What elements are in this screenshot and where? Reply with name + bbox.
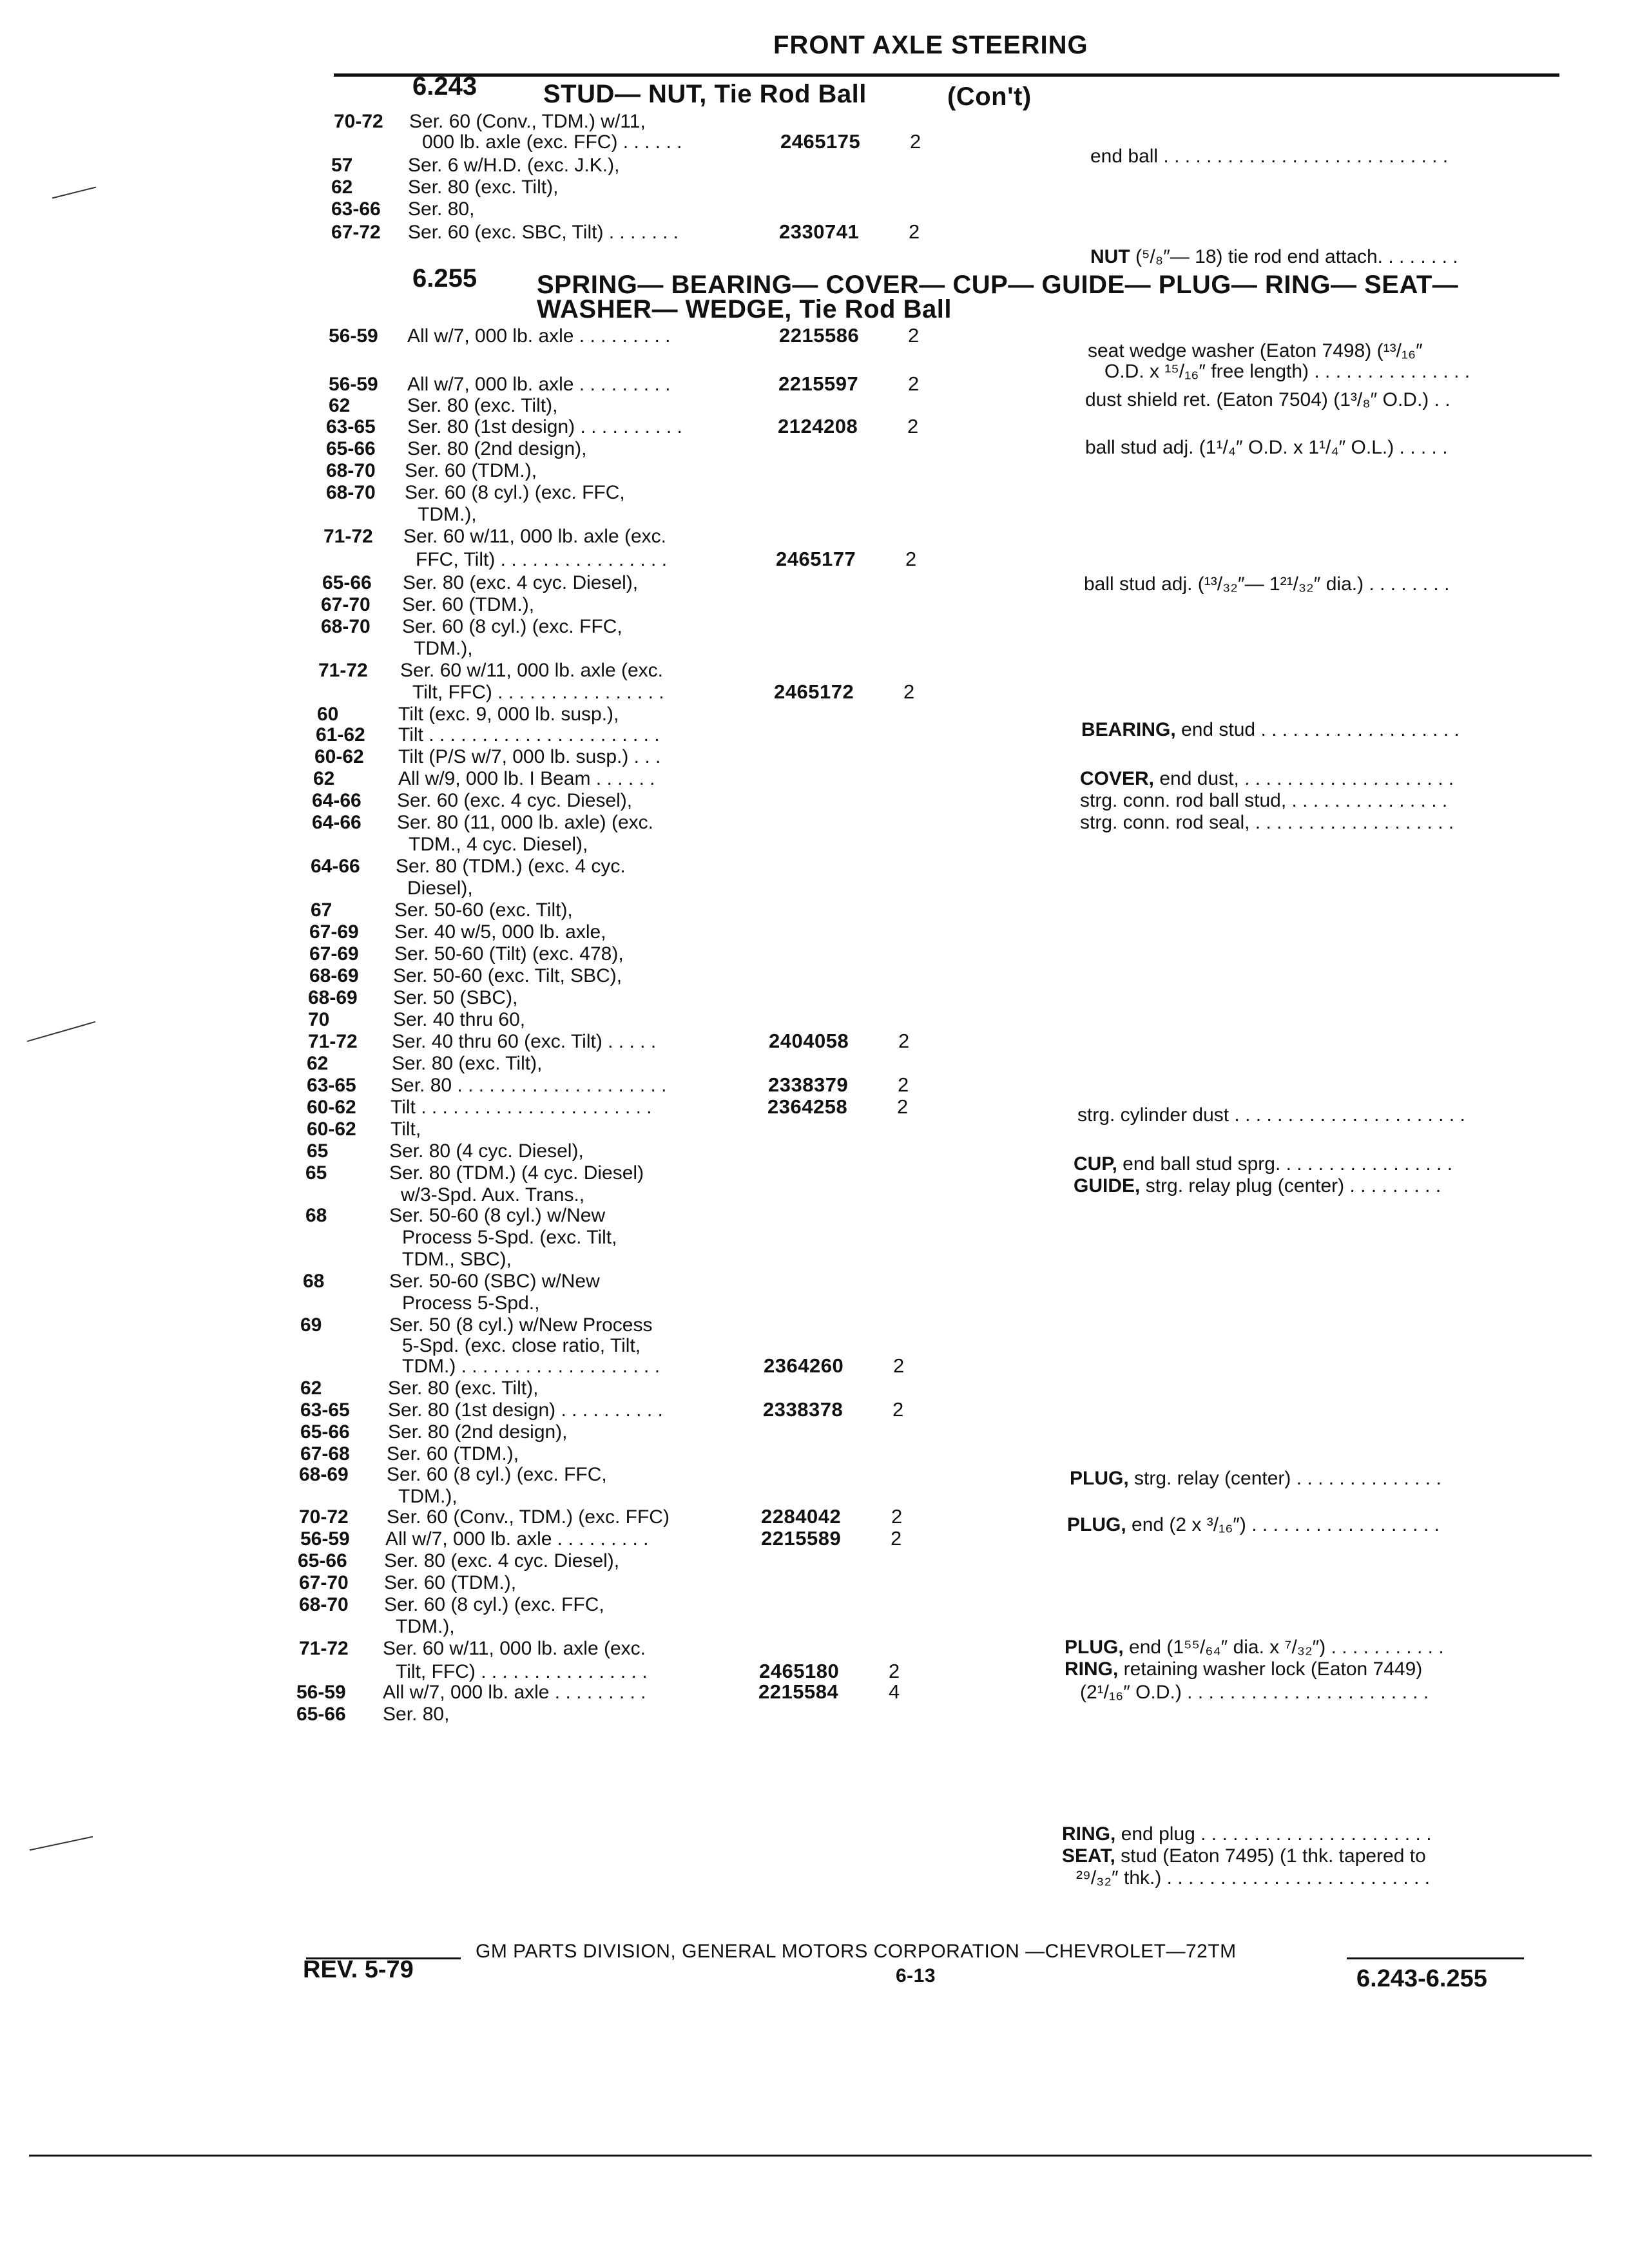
part-number: 2465172 <box>774 680 854 703</box>
application-description: TDM.), <box>418 504 477 525</box>
application-description: Ser. 60 (8 cyl.) (exc. FFC, <box>384 1594 604 1615</box>
quantity: 2 <box>897 1095 909 1118</box>
section-title-6255-line2: WASHER— WEDGE, Tie Rod Ball <box>537 295 952 323</box>
application-description: Ser. 60 (TDM.), <box>402 594 535 615</box>
application-description: Tilt (P/S w/7, 000 lb. susp.) . . . <box>398 746 661 767</box>
application-description: Process 5-Spd., <box>402 1293 540 1314</box>
part-number: 2215584 <box>758 1680 839 1703</box>
part-description: PLUG, end (2 x ³/₁₆″) . . . . . . . . . . . . . . . . . . <box>1067 1514 1440 1535</box>
part-number: 2338378 <box>763 1398 843 1421</box>
section-continued-label: (Con't) <box>947 82 1032 111</box>
application-description: Ser. 80 (exc. Tilt), <box>392 1053 543 1074</box>
application-description: Ser. 60 (Conv., TDM.) (exc. FFC) <box>387 1506 670 1528</box>
footer-division-text: GM PARTS DIVISION, GENERAL MOTORS CORPORATION —CHEVROLET—72TM <box>476 1941 1237 1962</box>
part-number: 2215586 <box>779 324 860 347</box>
model-year: 56-59 <box>300 1528 350 1550</box>
quantity: 2 <box>898 1073 909 1096</box>
part-name: PLUG, <box>1070 1468 1129 1489</box>
application-description: Ser. 80 (TDM.) (exc. 4 cyc. <box>396 856 626 877</box>
application-description: Ser. 60 (8 cyl.) (exc. FFC, <box>402 616 622 637</box>
quantity: 2 <box>892 1398 904 1421</box>
model-year: 70-72 <box>299 1506 349 1528</box>
application-description: 000 lb. axle (exc. FFC) . . . . . . <box>422 131 682 153</box>
page-header-title: FRONT AXLE STEERING <box>773 31 1088 59</box>
model-year: 56-59 <box>329 374 378 395</box>
model-year: 65-66 <box>296 1704 346 1725</box>
application-description: Ser. 6 w/H.D. (exc. J.K.), <box>408 155 620 176</box>
part-description: RING, end plug . . . . . . . . . . . . . . . . . . . . . . <box>1062 1823 1432 1845</box>
part-name: RING, <box>1062 1823 1116 1845</box>
part-number: 2215597 <box>778 372 859 395</box>
application-description: TDM., SBC), <box>402 1249 512 1270</box>
part-description: dust shield ret. (Eaton 7504) (1³/₈″ O.D.) . . <box>1085 389 1451 410</box>
footer-revision: REV. 5-79 <box>303 1956 414 1983</box>
part-description: NUT (⁵/₈″— 18) tie rod end attach. . . . . . . . <box>1090 246 1458 267</box>
part-description: BEARING, end stud . . . . . . . . . . . . . . . . . . . <box>1081 719 1460 740</box>
part-description: GUIDE, strg. relay plug (center) . . . . . . . . . <box>1074 1175 1441 1196</box>
part-name: PLUG, <box>1065 1637 1124 1658</box>
part-description: ball stud adj. (¹³/₃₂″— 1²¹/₃₂″ dia.) . . . . . . . . <box>1084 573 1450 595</box>
section-number-6255: 6.255 <box>412 264 477 293</box>
part-description: RING, retaining washer lock (Eaton 7449) <box>1065 1658 1423 1680</box>
model-year: 67-72 <box>331 222 381 243</box>
quantity: 2 <box>889 1660 900 1682</box>
model-year: 67-70 <box>321 594 371 615</box>
quantity: 2 <box>907 415 919 437</box>
application-description: Ser. 80 (4 cyc. Diesel), <box>389 1140 584 1162</box>
application-description: Ser. 80 (11, 000 lb. axle) (exc. <box>397 812 653 833</box>
application-description: All w/9, 000 lb. I Beam . . . . . . <box>398 768 655 789</box>
footer-rule-right <box>1347 1957 1524 1959</box>
model-year: 68-69 <box>309 965 359 986</box>
model-year: 68-70 <box>299 1594 349 1615</box>
part-name: CUP, <box>1074 1153 1117 1175</box>
model-year: 67-69 <box>309 921 359 943</box>
quantity: 2 <box>903 680 915 703</box>
application-description: TDM., 4 cyc. Diesel), <box>409 834 588 855</box>
application-description: Ser. 60 (TDM.), <box>405 460 537 481</box>
application-description: Ser. 80 (exc. Tilt), <box>407 395 558 416</box>
quantity: 2 <box>908 372 920 395</box>
quantity: 2 <box>898 1030 910 1052</box>
application-description: Ser. 60 (8 cyl.) (exc. FFC, <box>387 1464 607 1485</box>
part-description: seat wedge washer (Eaton 7498) (¹³/₁₆″ <box>1088 340 1423 361</box>
model-year: 65-66 <box>298 1550 347 1571</box>
quantity: 2 <box>910 130 921 153</box>
part-name: GUIDE, <box>1074 1175 1141 1196</box>
part-number: 2215589 <box>761 1527 842 1550</box>
part-description: (2¹/₁₆″ O.D.) . . . . . . . . . . . . . . . . . . . . . . . <box>1080 1682 1429 1703</box>
application-description: Tilt . . . . . . . . . . . . . . . . . . . . . . <box>390 1097 652 1118</box>
model-year: 60-62 <box>307 1119 356 1140</box>
model-year: 68-69 <box>308 987 358 1008</box>
model-year: 68-70 <box>326 460 376 481</box>
model-year: 63-65 <box>300 1399 350 1421</box>
application-description: Ser. 80, <box>383 1704 450 1725</box>
model-year: 64-66 <box>312 812 361 833</box>
part-description: O.D. x ¹⁵/₁₆″ free length) . . . . . . . . . . . . . . . <box>1104 361 1470 382</box>
model-year: 62 <box>307 1053 329 1074</box>
model-year: 57 <box>331 155 353 176</box>
quantity: 2 <box>908 324 920 347</box>
model-year: 68 <box>303 1271 325 1292</box>
application-description: Ser. 80, <box>408 198 475 220</box>
part-number: 2330741 <box>779 220 860 243</box>
application-description: Ser. 60 (exc. SBC, Tilt) . . . . . . . <box>408 222 679 243</box>
margin-mark-3 <box>30 1836 93 1851</box>
model-year: 63-66 <box>331 198 381 220</box>
application-description: Tilt, FFC) . . . . . . . . . . . . . . . . <box>412 682 664 703</box>
part-number: 2338379 <box>768 1073 849 1096</box>
application-description: Ser. 50-60 (exc. Tilt, SBC), <box>393 965 622 986</box>
application-description: Ser. 40 w/5, 000 lb. axle, <box>394 921 606 943</box>
model-year: 67-69 <box>309 943 359 965</box>
application-description: Diesel), <box>407 878 473 899</box>
model-year: 65-66 <box>322 572 372 593</box>
model-year: 64-66 <box>311 856 360 877</box>
part-description: strg. conn. rod ball stud, . . . . . . . . . . . . . . . <box>1080 790 1448 811</box>
model-year: 70 <box>308 1009 330 1030</box>
application-description: Ser. 50-60 (exc. Tilt), <box>394 899 573 921</box>
quantity: 2 <box>891 1505 903 1528</box>
application-description: Ser. 50-60 (8 cyl.) w/New <box>389 1205 606 1226</box>
model-year: 71-72 <box>318 660 368 681</box>
quantity: 2 <box>891 1527 902 1550</box>
application-description: Tilt (exc. 9, 000 lb. susp.), <box>398 704 619 725</box>
model-year: 67 <box>311 899 333 921</box>
part-name: RING, <box>1065 1658 1119 1680</box>
quantity: 2 <box>893 1354 905 1377</box>
application-description: w/3-Spd. Aux. Trans., <box>401 1184 585 1206</box>
model-year: 68-70 <box>326 482 376 503</box>
application-description: TDM.), <box>396 1616 455 1637</box>
application-description: Ser. 80 (1st design) . . . . . . . . . . <box>407 416 682 437</box>
bottom-edge-rule <box>29 2155 1592 2157</box>
model-year: 68-69 <box>299 1464 349 1485</box>
model-year: 65 <box>305 1162 327 1184</box>
model-year: 69 <box>300 1314 322 1336</box>
application-description: Ser. 60 (Conv., TDM.) w/11, <box>409 111 646 132</box>
application-description: Ser. 80 (TDM.) (4 cyc. Diesel) <box>389 1162 644 1184</box>
application-description: TDM.) . . . . . . . . . . . . . . . . . . . <box>402 1356 660 1377</box>
application-description: Ser. 60 w/11, 000 lb. axle (exc. <box>400 660 664 681</box>
section-title-6243: STUD— NUT, Tie Rod Ball <box>543 80 867 108</box>
quantity: 4 <box>889 1680 900 1703</box>
model-year: 60 <box>317 704 339 725</box>
part-description: strg. cylinder dust . . . . . . . . . . . . . . . . . . . . . . <box>1077 1104 1465 1126</box>
model-year: 65 <box>307 1140 329 1162</box>
part-description: COVER, end dust, . . . . . . . . . . . . . . . . . . . . <box>1080 768 1454 789</box>
part-number: 2465180 <box>759 1660 840 1682</box>
application-description: All w/7, 000 lb. axle . . . . . . . . . <box>383 1682 646 1703</box>
part-description: ball stud adj. (1¹/₄″ O.D. x 1¹/₄″ O.L.) . . . . . <box>1085 437 1448 458</box>
margin-mark-2 <box>27 1021 95 1042</box>
part-description: end ball . . . . . . . . . . . . . . . . . . . . . . . . . . . <box>1090 146 1449 167</box>
part-number: 2465177 <box>776 548 856 570</box>
application-description: Ser. 50-60 (SBC) w/New <box>389 1271 600 1292</box>
model-year: 62 <box>331 177 353 198</box>
application-description: Ser. 50-60 (Tilt) (exc. 478), <box>394 943 624 965</box>
application-description: All w/7, 000 lb. axle . . . . . . . . . <box>407 374 671 395</box>
part-number: 2124208 <box>778 415 858 437</box>
application-description: Ser. 50 (8 cyl.) w/New Process <box>389 1314 653 1336</box>
model-year: 65-66 <box>300 1421 350 1443</box>
part-name: COVER, <box>1080 768 1155 789</box>
margin-mark-1 <box>52 187 96 199</box>
model-year: 60-62 <box>307 1097 356 1118</box>
application-description: Ser. 80 (exc. Tilt), <box>388 1378 539 1399</box>
application-description: Ser. 60 w/11, 000 lb. axle (exc. <box>403 526 667 547</box>
model-year: 71-72 <box>323 526 373 547</box>
header-rule <box>334 73 1559 77</box>
model-year: 62 <box>300 1378 322 1399</box>
section-number-6243: 6.243 <box>412 72 477 101</box>
part-name: PLUG, <box>1067 1514 1126 1535</box>
model-year: 67-68 <box>300 1443 350 1465</box>
footer-page-number: 6-13 <box>896 1965 936 1986</box>
model-year: 68-70 <box>321 616 371 637</box>
model-year: 71-72 <box>308 1031 358 1052</box>
model-year: 60-62 <box>314 746 364 767</box>
application-description: Ser. 50 (SBC), <box>393 987 518 1008</box>
part-number: 2465175 <box>780 130 861 153</box>
application-description: Ser. 60 (exc. 4 cyc. Diesel), <box>397 790 633 811</box>
model-year: 67-70 <box>299 1572 349 1593</box>
application-description: 5-Spd. (exc. close ratio, Tilt, <box>402 1335 641 1356</box>
application-description: All w/7, 000 lb. axle . . . . . . . . . <box>407 325 671 347</box>
model-year: 56-59 <box>296 1682 346 1703</box>
part-description: CUP, end ball stud sprg. . . . . . . . . . . . . . . . . <box>1074 1153 1453 1175</box>
model-year: 62 <box>329 395 351 416</box>
section-title-6255-line1: SPRING— BEARING— COVER— CUP— GUIDE— PLUG— RING— SEAT— <box>537 271 1459 299</box>
model-year: 56-59 <box>329 325 378 347</box>
application-description: Ser. 80 (2nd design), <box>407 438 587 459</box>
quantity: 2 <box>909 220 920 243</box>
model-year: 64-66 <box>312 790 361 811</box>
part-name: NUT <box>1090 246 1130 267</box>
part-number: 2364258 <box>767 1095 848 1118</box>
part-description: PLUG, end (1⁵⁵/₆₄″ dia. x ⁷/₃₂″) . . . . . . . . . . . <box>1065 1637 1444 1658</box>
application-description: Ser. 80 (exc. 4 cyc. Diesel), <box>403 572 639 593</box>
part-name: SEAT, <box>1062 1845 1115 1867</box>
application-description: FFC, Tilt) . . . . . . . . . . . . . . . . <box>416 549 668 570</box>
application-description: Ser. 80 (2nd design), <box>388 1421 568 1443</box>
application-description: Ser. 40 thru 60 (exc. Tilt) . . . . . <box>392 1031 657 1052</box>
application-description: Tilt . . . . . . . . . . . . . . . . . . . . . . <box>398 724 660 745</box>
part-number: 2364260 <box>764 1354 844 1377</box>
quantity: 2 <box>905 548 917 570</box>
part-name: BEARING, <box>1081 719 1176 740</box>
model-year: 61-62 <box>316 724 365 745</box>
application-description: Ser. 80 (1st design) . . . . . . . . . . <box>388 1399 663 1421</box>
part-number: 2284042 <box>761 1505 842 1528</box>
part-number: 2404058 <box>769 1030 849 1052</box>
part-description: PLUG, strg. relay (center) . . . . . . . . . . . . . . <box>1070 1468 1441 1489</box>
model-year: 63-65 <box>307 1075 356 1096</box>
application-description: Ser. 60 w/11, 000 lb. axle (exc. <box>383 1638 646 1659</box>
model-year: 65-66 <box>326 438 376 459</box>
application-description: All w/7, 000 lb. axle . . . . . . . . . <box>385 1528 649 1550</box>
part-description: ²⁹/₃₂″ thk.) . . . . . . . . . . . . . . . . . . . . . . . . . <box>1076 1867 1431 1888</box>
application-description: Tilt, FFC) . . . . . . . . . . . . . . . . <box>396 1661 648 1682</box>
footer-section-range: 6.243-6.255 <box>1356 1965 1487 1992</box>
model-year: 68 <box>305 1205 327 1226</box>
model-year: 63-65 <box>326 416 376 437</box>
application-description: Ser. 60 (TDM.), <box>387 1443 519 1465</box>
application-description: Process 5-Spd. (exc. Tilt, <box>402 1227 617 1248</box>
application-description: Ser. 60 (8 cyl.) (exc. FFC, <box>405 482 625 503</box>
application-description: Ser. 80 (exc. 4 cyc. Diesel), <box>384 1550 620 1571</box>
application-description: Ser. 60 (TDM.), <box>384 1572 517 1593</box>
application-description: TDM.), <box>398 1486 458 1507</box>
part-description: SEAT, stud (Eaton 7495) (1 thk. tapered to <box>1062 1845 1426 1867</box>
model-year: 71-72 <box>299 1638 349 1659</box>
application-description: Ser. 80 . . . . . . . . . . . . . . . . . . . . <box>390 1075 667 1096</box>
application-description: TDM.), <box>414 638 473 659</box>
application-description: Tilt, <box>390 1119 421 1140</box>
model-year: 62 <box>313 768 335 789</box>
part-description: strg. conn. rod seal, . . . . . . . . . . . . . . . . . . . <box>1080 812 1454 833</box>
application-description: Ser. 40 thru 60, <box>393 1009 526 1030</box>
model-year: 70-72 <box>334 111 383 132</box>
application-description: Ser. 80 (exc. Tilt), <box>408 177 559 198</box>
